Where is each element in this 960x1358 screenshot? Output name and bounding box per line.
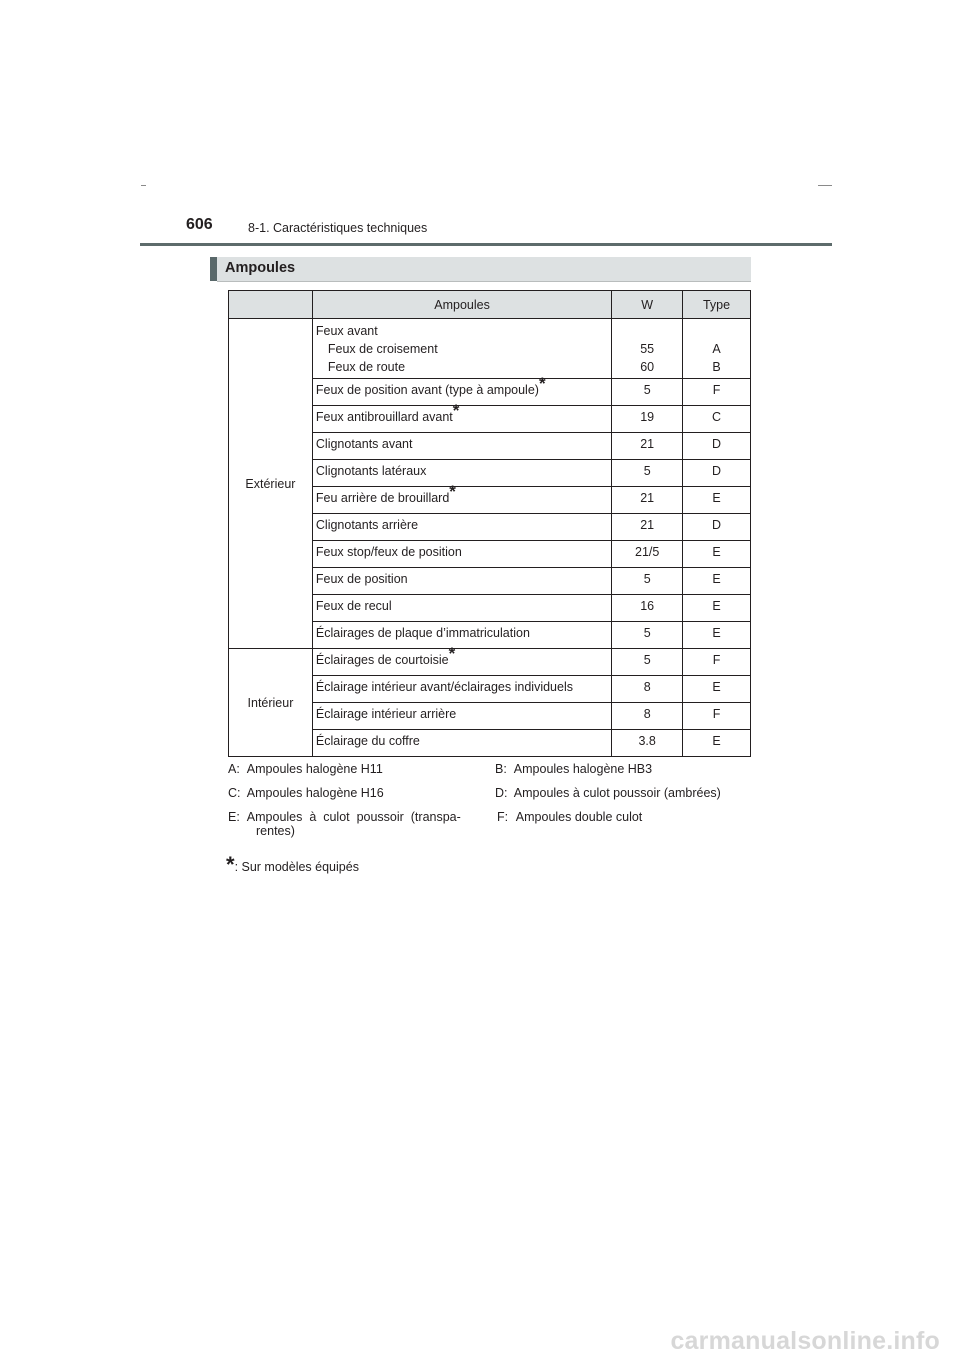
col-header-group bbox=[229, 291, 313, 319]
section-title: 8-1. Caractéristiques techniques bbox=[248, 221, 428, 235]
bulb-name bbox=[312, 319, 611, 379]
bulb-name: Clignotants avant bbox=[312, 433, 611, 460]
bulb-name: Éclairage intérieur avant/éclairages individuels bbox=[312, 676, 611, 703]
bulb-watts: 21 bbox=[612, 514, 683, 541]
bulb-type: E bbox=[683, 541, 751, 568]
watts-croisement: 55 bbox=[640, 342, 655, 356]
footnote bbox=[226, 852, 359, 878]
bulb-type: F bbox=[683, 379, 751, 406]
page-number: 606 bbox=[186, 216, 213, 233]
bulb-watts: 5 bbox=[612, 379, 683, 406]
bulb-name: Feux stop/feux de position bbox=[312, 541, 611, 568]
legend-c: C: Ampoules halogène H16 bbox=[228, 786, 384, 800]
bulb-type: E bbox=[683, 730, 751, 757]
table-row bbox=[229, 319, 751, 379]
bulb-name: Éclairage intérieur arrière bbox=[312, 703, 611, 730]
bulb-name: Éclairages de courtoisie* bbox=[312, 649, 611, 676]
bulb-watts: 21 bbox=[612, 433, 683, 460]
bulb-name: Clignotants latéraux bbox=[312, 460, 611, 487]
bulb-watts: 3.8 bbox=[612, 730, 683, 757]
bulb-name: Éclairages de plaque d’immatriculation bbox=[312, 622, 611, 649]
bulb-type: E bbox=[683, 595, 751, 622]
col-header-type: Type bbox=[683, 291, 751, 319]
type-route: B bbox=[712, 360, 721, 374]
bulb-watts: 21/5 bbox=[612, 541, 683, 568]
type-croisement: A bbox=[712, 342, 721, 356]
watts-route: 60 bbox=[640, 360, 655, 374]
feux-avant-label: Feux avant bbox=[315, 324, 378, 338]
watermark: carmanualsonline.info bbox=[670, 1327, 940, 1355]
col-header-watts: W bbox=[612, 291, 683, 319]
heading-underline bbox=[217, 281, 751, 282]
footnote-asterisk: * bbox=[226, 852, 235, 877]
bulb-type: C bbox=[683, 406, 751, 433]
bulb-name: Feu arrière de brouillard* bbox=[312, 487, 611, 514]
bulb-type: E bbox=[683, 622, 751, 649]
bulb-watts bbox=[612, 319, 683, 379]
asterisk-mark: * bbox=[452, 401, 460, 420]
legend-e: E: Ampoules à culot poussoir (transpa- rentes) bbox=[228, 810, 461, 838]
bulb-watts: 19 bbox=[612, 406, 683, 433]
bulb-name: Éclairage du coffre bbox=[312, 730, 611, 757]
heading-title: Ampoules bbox=[225, 260, 296, 276]
legend-f: F: Ampoules double culot bbox=[497, 810, 643, 824]
col-header-bulbs: Ampoules bbox=[312, 291, 611, 319]
bulb-watts: 5 bbox=[612, 460, 683, 487]
feux-route-label: Feux de route bbox=[327, 360, 406, 374]
bulb-watts: 8 bbox=[612, 676, 683, 703]
asterisk-mark: * bbox=[448, 644, 456, 663]
bulb-type: D bbox=[683, 514, 751, 541]
legend-d: D: Ampoules à culot poussoir (ambrées) bbox=[495, 786, 721, 800]
bulb-type: F bbox=[683, 649, 751, 676]
table-row bbox=[229, 649, 751, 676]
bulb-type: E bbox=[683, 568, 751, 595]
legend-a: A: Ampoules halogène H11 bbox=[228, 762, 383, 776]
bulb-watts: 5 bbox=[612, 649, 683, 676]
bulb-type: D bbox=[683, 433, 751, 460]
asterisk-mark: * bbox=[449, 482, 456, 501]
bulbs-table bbox=[228, 290, 751, 757]
group-exterior: Extérieur bbox=[229, 319, 313, 649]
heading-bar bbox=[210, 257, 751, 281]
bulb-type: F bbox=[683, 703, 751, 730]
bulb-name: Feux antibrouillard avant* bbox=[312, 406, 611, 433]
bulb-watts: 5 bbox=[612, 568, 683, 595]
bulb-type: E bbox=[683, 676, 751, 703]
bulb-type: D bbox=[683, 460, 751, 487]
group-interior: Intérieur bbox=[229, 649, 313, 757]
table-header-row bbox=[229, 291, 751, 319]
crop-mark-right bbox=[818, 185, 832, 186]
bulb-name: Feux de position bbox=[312, 568, 611, 595]
feux-croisement-label: Feux de croisement bbox=[327, 342, 438, 356]
bulb-watts: 21 bbox=[612, 487, 683, 514]
bulb-name: Feux de recul bbox=[312, 595, 611, 622]
bulb-watts: 16 bbox=[612, 595, 683, 622]
legend-b: B: Ampoules halogène HB3 bbox=[495, 762, 653, 776]
bulb-type bbox=[683, 319, 751, 379]
footnote-text: : Sur modèles équipés bbox=[234, 860, 359, 874]
header-rule bbox=[140, 243, 832, 246]
asterisk-mark: * bbox=[538, 374, 546, 393]
bulb-watts: 5 bbox=[612, 622, 683, 649]
bulb-type: E bbox=[683, 487, 751, 514]
bulb-name: Clignotants arrière bbox=[312, 514, 611, 541]
crop-mark-left bbox=[141, 185, 146, 186]
bulb-watts: 8 bbox=[612, 703, 683, 730]
bulb-name: Feux de position avant (type à ampoule)* bbox=[312, 379, 611, 406]
